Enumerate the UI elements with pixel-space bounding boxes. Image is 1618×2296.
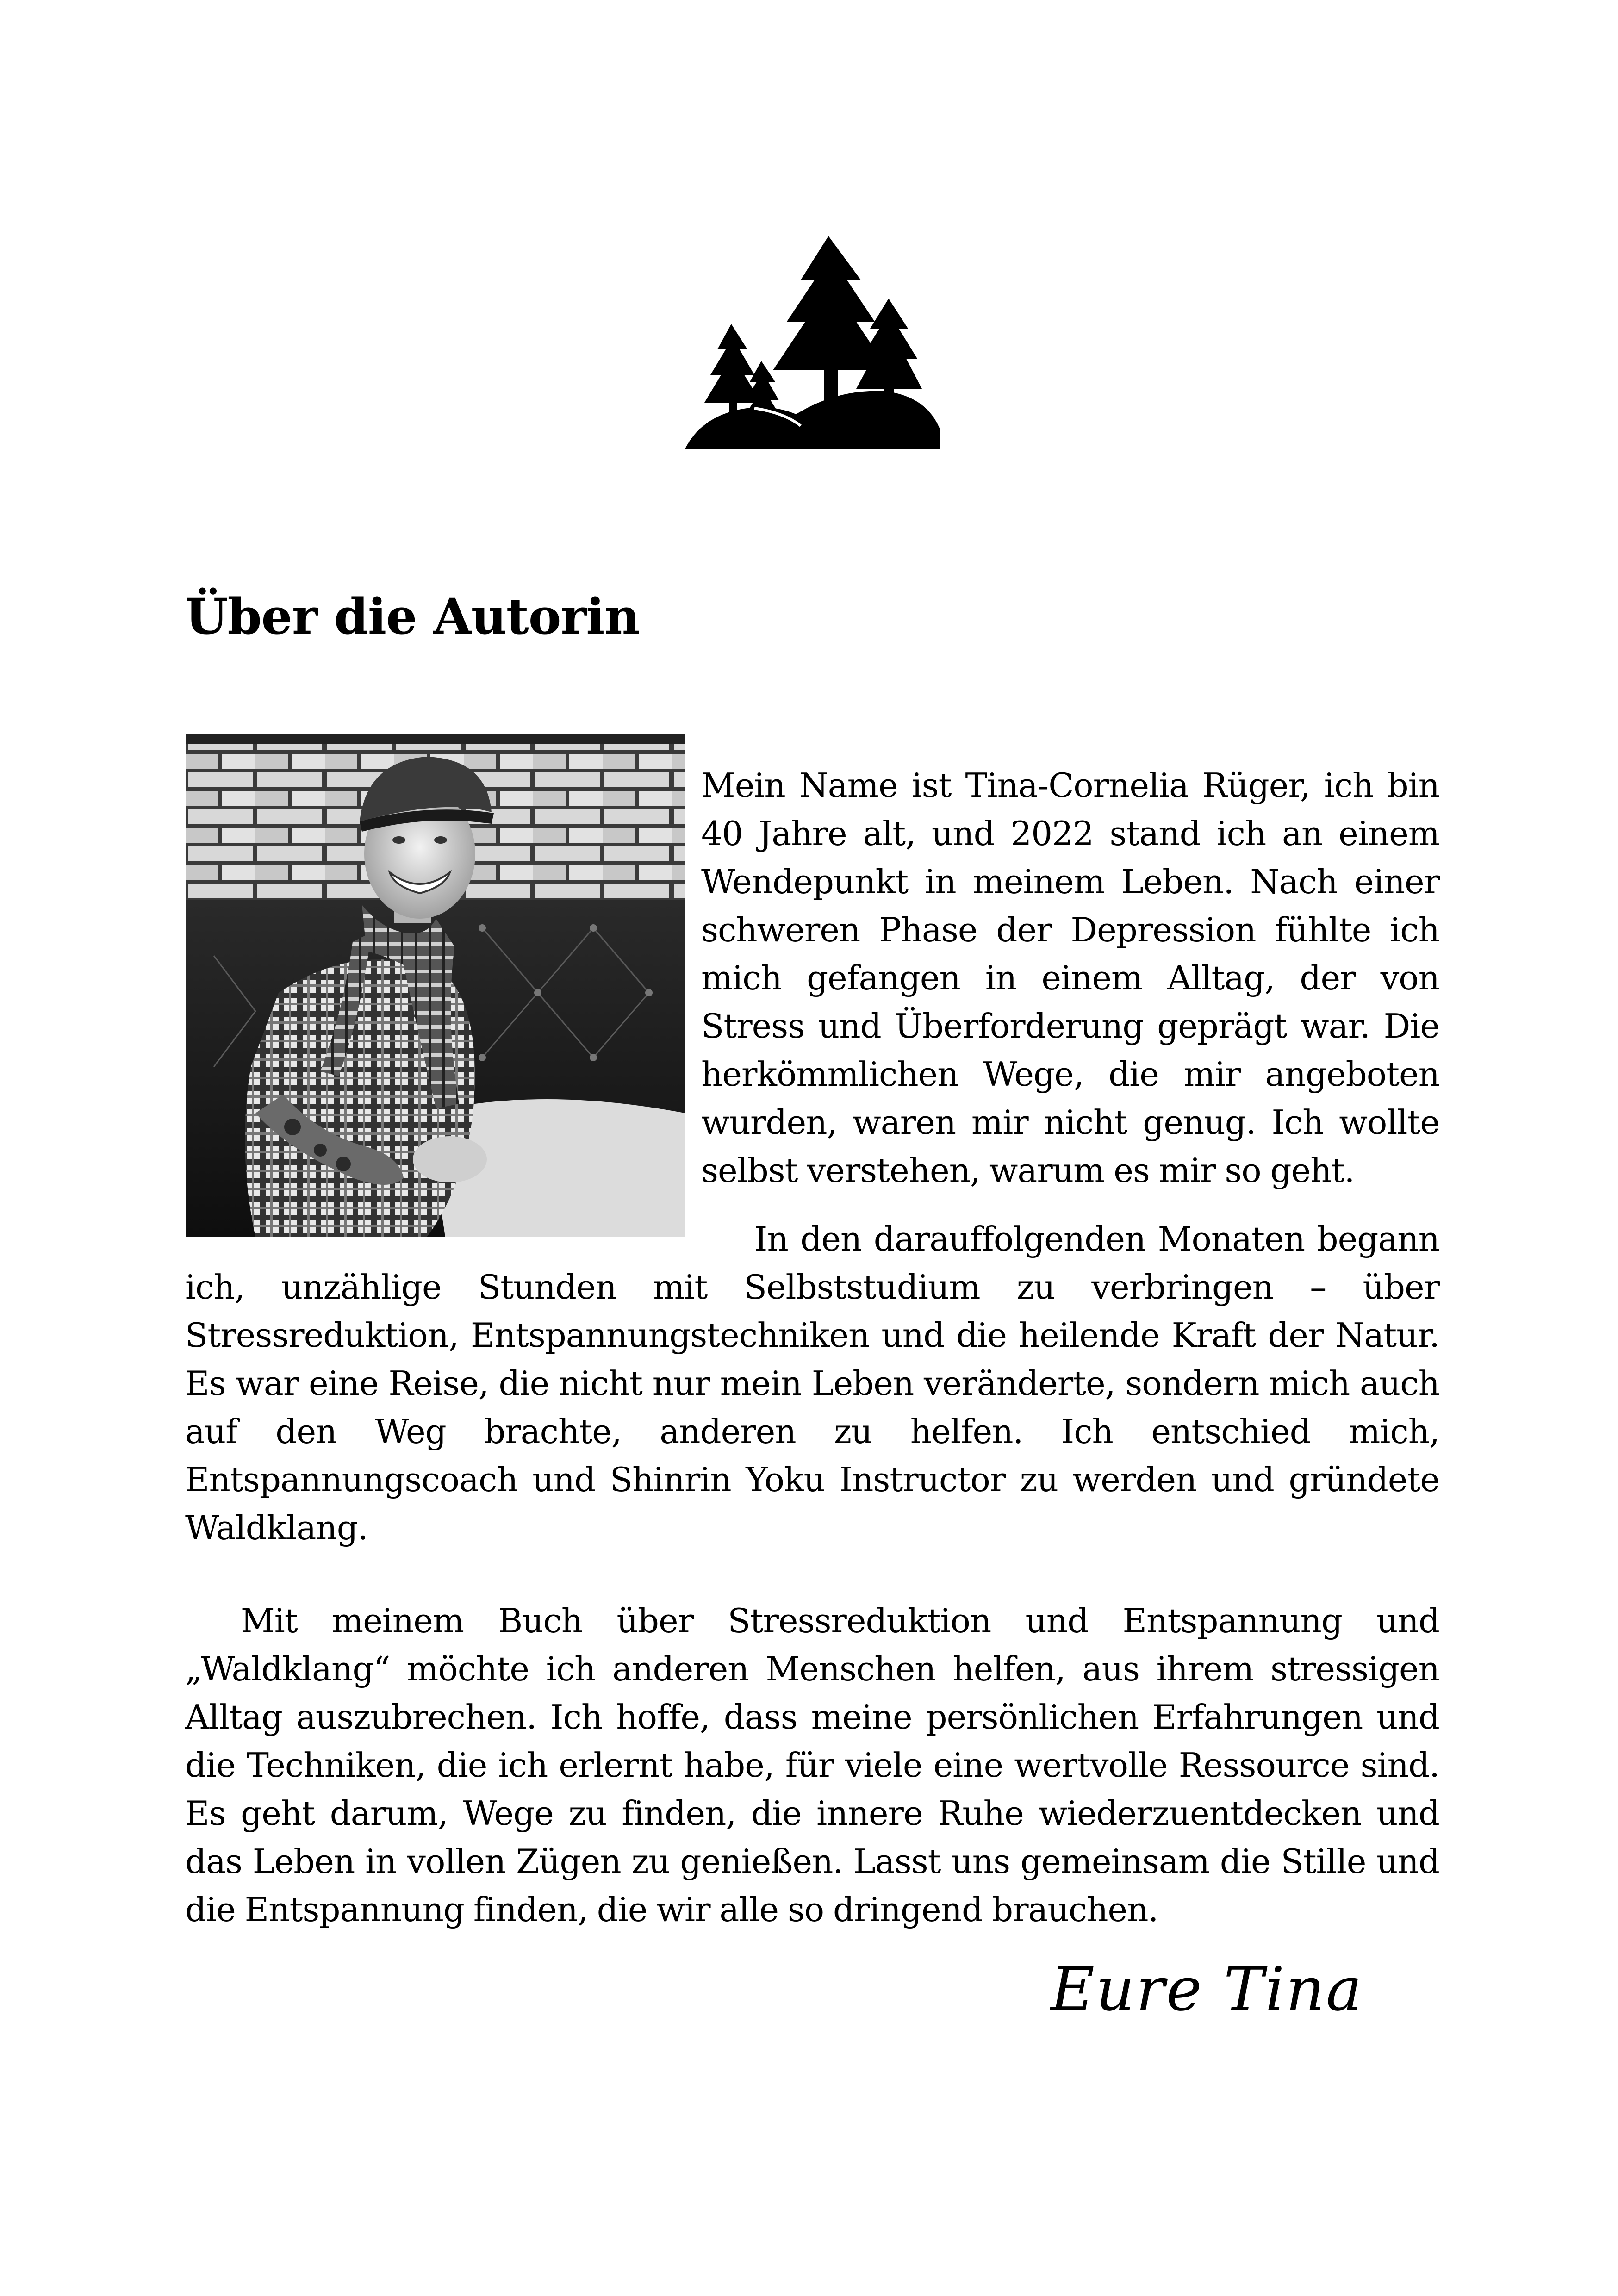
signature: Eure Tina: [1051, 1954, 1363, 2024]
author-photo: [186, 734, 685, 1237]
section-title: Über die Autorin: [185, 587, 640, 645]
bio-paragraph-2: In den darauffolgenden Monaten begann ich, unzählige Stunden mit Selbststudium zu verbringen – über Stressreduktion, Entspannungstechniken und die heilende Kraft der Natur. Es war eine Reise, die nicht nur mein Leben veränderte, sondern mich auch auf den Weg brachte, anderen zu helfen. Ich entschied mich, Entspannungscoach und Shinrin Yoku Instructor zu werden und gründete Waldklang.: [185, 1220, 1439, 1547]
bio-paragraph-1: Mein Name ist Tina-Cornelia Rüger, ich bin 40 Jahre alt, und 2022 stand ich an einem Wendepunkt in meinem Leben. Nach einer schweren Phase der Depression fühlte ich mich gefangen in einem Alltag, der von Stress und Überforderung geprägt war. Die herkömmlichen Wege, die mir angeboten wurden, waren mir nicht genug. Ich wollte selbst verstehen, warum es mir so geht.: [701, 766, 1439, 1190]
bio-paragraph-3: Mit meinem Buch über Stressreduktion und Entspannung und „Waldklang“ möchte ich anderen Menschen helfen, aus ihrem stressigen Alltag auszubrechen. Ich hoffe, dass meine persönlichen Erfahrungen und die Techniken, die ich erlernt habe, für viele eine wertvolle Ressource sind. Es geht darum, Wege zu finden, die innere Ruhe wiederzuentdecken und das Leben in vollen Zügen zu genießen. Lasst uns gemeinsam die Stille und die Entspannung finden, die wir alle so dringend brauchen.: [185, 1601, 1439, 1929]
forest-trees-icon: [685, 236, 940, 449]
